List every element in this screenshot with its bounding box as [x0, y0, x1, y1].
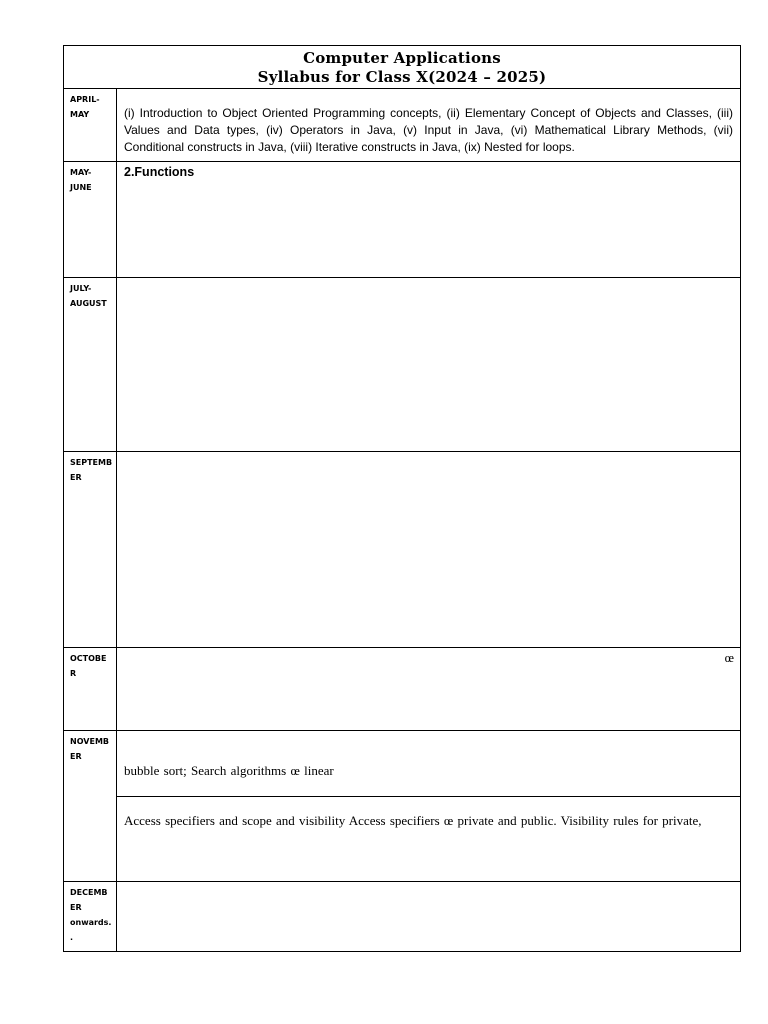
month-label: SEPTEMB ER [64, 452, 117, 647]
topics-subcell [117, 731, 740, 797]
topics-text: bubble sort; Search algorithms œ linear [124, 763, 334, 778]
document-subtitle: Syllabus for Class X(2024 – 2025) [257, 68, 547, 86]
table-row-september [64, 452, 740, 648]
topics-cell [117, 278, 740, 451]
month-label: NOVEMB ER [64, 731, 117, 881]
table-row-april-may [64, 89, 740, 162]
table-header [64, 46, 740, 89]
document-title: Computer Applications [303, 49, 501, 67]
topics-text: Access specifiers and scope and visibility Access specifiers œ private and public. Visibility rules for private, [124, 813, 702, 828]
month-label: DECEMB ER onwards. . [64, 882, 117, 951]
topics-text: (i) Introduction to Object Oriented Programming concepts, (ii) Elementary Concept of Objects and Classes, (iii) Values and Data types, (iv) Operators in Java, (v) Input in Java, (vi) Mathematical Library Methods, (vii) Conditional constructs in Java, (viii) Iterative constructs in Java, (ix) Nested for loops. [124, 106, 733, 154]
month-label: OCTOBE R [64, 648, 117, 730]
table-row-october [64, 648, 740, 731]
unit-title: 2.Functions [124, 165, 195, 179]
table-row-july-august [64, 278, 740, 452]
topics-cell [117, 162, 740, 277]
topics-cell [117, 882, 740, 951]
month-label: JULY- AUGUST [64, 278, 117, 451]
month-label: MAY- JUNE [64, 162, 117, 277]
topics-subcell [117, 797, 740, 881]
syllabus-table [63, 45, 741, 952]
table-row-december [64, 882, 740, 951]
stray-character: œ [724, 650, 734, 665]
month-label: APRIL- MAY [64, 89, 117, 161]
topics-cell [117, 89, 740, 161]
table-row-november [64, 731, 740, 882]
topics-cell [117, 648, 740, 730]
topics-cell [117, 452, 740, 647]
table-row-may-june [64, 162, 740, 278]
topics-cell [117, 731, 740, 881]
